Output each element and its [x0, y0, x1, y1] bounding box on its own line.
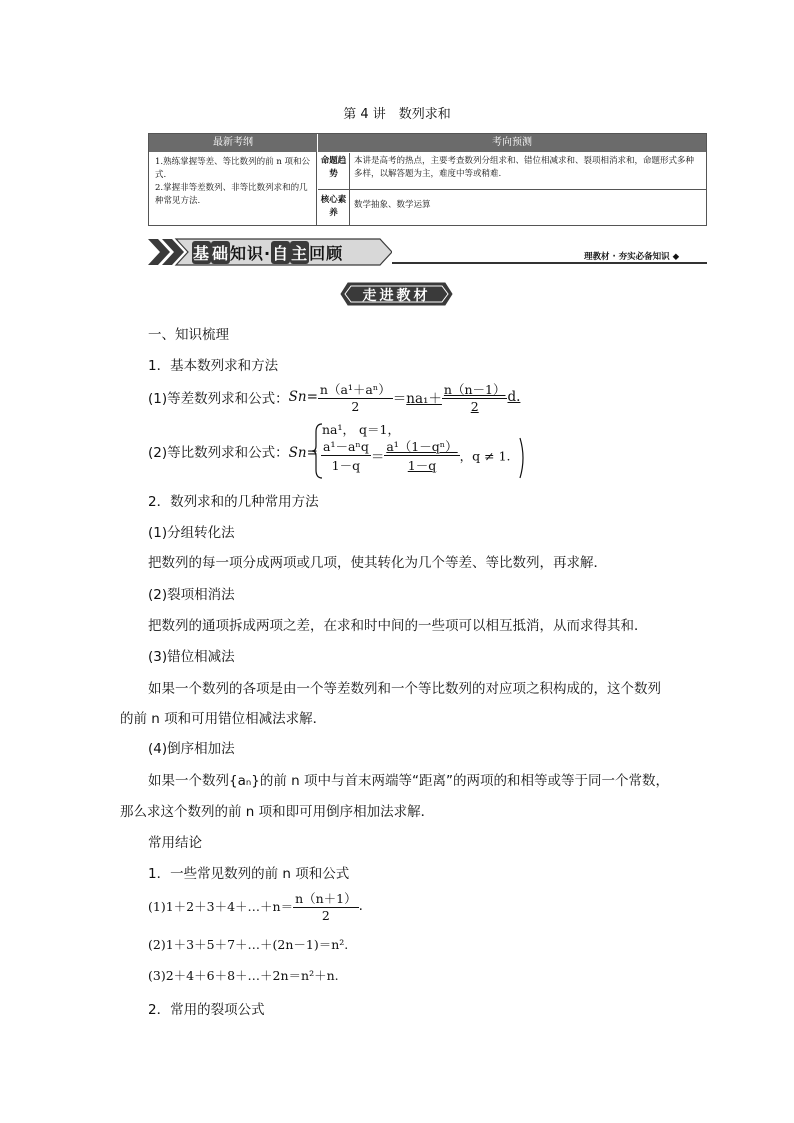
- equals-sign: ＝: [392, 391, 407, 407]
- table-divider: [318, 189, 706, 190]
- literacy-label: 核心素养: [318, 190, 350, 225]
- arithmetic-label: (1)等差数列求和公式：: [148, 391, 289, 407]
- conclusion-1-2: (2)1＋3＋5＋7＋…＋(2n－1)＝n².: [148, 937, 349, 952]
- method-4-text-line2: 那么求这个数列的前 n 项和即可用倒序相加法求解．: [120, 804, 435, 820]
- banner-char: 基: [192, 241, 211, 264]
- heading-common-methods: 2．数列求和的几种常用方法: [148, 494, 319, 510]
- banner-rule: [392, 262, 707, 264]
- trend-label: 命题趋势: [318, 153, 350, 189]
- banner-char: 础: [211, 241, 230, 264]
- outline-table: [148, 133, 707, 226]
- fraction-numerator: a¹－aⁿq: [323, 439, 369, 454]
- banner-char: ·: [264, 244, 272, 263]
- banner-right-label: 理教材 · 夯实必备知识: [584, 252, 670, 262]
- fraction-denominator: 1－q: [384, 455, 459, 474]
- method-2-title: (2)裂项相消法: [148, 587, 235, 603]
- outline-item: 2.掌握非等差数列、非等比数列求和的几种常见方法.: [155, 183, 308, 206]
- right-paren-icon: [518, 436, 528, 480]
- arithmetic-fraction-2: [442, 380, 508, 414]
- geometric-condition: ，q ≠ 1.: [459, 448, 511, 464]
- conclusion-1-title: 1．一些常见数列的前 n 项和公式: [148, 866, 350, 882]
- method-2-text: 把数列的通项拆成两项之差，在求和时中间的一些项可以相互抵消，从而求得其和．: [148, 618, 648, 634]
- sum-formula-fraction: [293, 889, 359, 923]
- arithmetic-middle: na₁＋: [406, 391, 442, 407]
- method-3-title: (3)错位相减法: [148, 649, 235, 665]
- fraction-denominator: 2: [293, 907, 359, 923]
- arithmetic-formula: [148, 380, 520, 414]
- conclusion-1-1: (1)1＋2＋3＋4＋…＋n＝ $\frac{n(n+1)}{2}$ .: [148, 891, 363, 923]
- geometric-label-line: [148, 441, 318, 461]
- banner-char: 知识: [230, 244, 265, 263]
- geometric-case-1: na¹， q＝1，: [322, 422, 400, 437]
- table-header-forecast: 考向预测: [318, 134, 706, 152]
- banner-title: [192, 241, 343, 264]
- geometric-lhs: Sn=: [288, 445, 318, 461]
- heading-knowledge: 一、知识梳理: [148, 327, 229, 343]
- fraction-denominator: 2: [442, 398, 508, 414]
- geometric-label: (2)等比数列求和公式：: [148, 445, 289, 461]
- table-header-outline: 最新考纲: [149, 134, 318, 152]
- banner-char: 回顾: [309, 244, 344, 263]
- diamond-icon: ◆: [672, 252, 680, 262]
- method-3-text-line2: 的前 n 项和可用错位相减法求解．: [120, 711, 327, 727]
- heading-basic-methods: 1．基本数列求和方法: [148, 358, 279, 374]
- geometric-fraction-1: [321, 437, 371, 474]
- fraction-denominator: 1－q: [321, 455, 371, 474]
- method-4-title: (4)倒序相加法: [148, 741, 235, 757]
- outline-list: [149, 152, 317, 225]
- heading-conclusions: 常用结论: [148, 835, 202, 851]
- fraction-numerator: n（n＋1）: [295, 891, 357, 906]
- banner-char: 主: [290, 241, 309, 264]
- conclusion-2-title: 2．常用的裂项公式: [148, 1002, 265, 1018]
- geometric-fraction-2: [384, 437, 459, 474]
- banner-right-text: [584, 250, 679, 262]
- geometric-case-2: [321, 437, 511, 474]
- method-1-text: 把数列的每一项分成两项或几项，使其转化为几个等差、等比数列，再求解．: [148, 555, 607, 571]
- fraction-denominator: 2: [318, 398, 393, 414]
- arithmetic-fraction-1: [318, 380, 393, 414]
- conclusion-1-3: (3)2＋4＋6＋8＋…＋2n＝n²＋n.: [148, 968, 339, 983]
- fraction-numerator: n（a¹＋aⁿ）: [319, 382, 391, 397]
- page-title: 第 4 讲 数列求和: [343, 107, 451, 122]
- method-1-title: (1)分组转化法: [148, 525, 235, 541]
- equals-sign: ＝: [370, 449, 385, 466]
- section-banner: [148, 237, 392, 267]
- method-4-text-line1: 如果一个数列{aₙ}的前 n 项中与首末两端等“距离”的两项的和相等或等于同一个常数，: [148, 773, 669, 789]
- banner-char: 自: [271, 241, 290, 264]
- fraction-numerator: a¹（1－qⁿ）: [386, 439, 458, 454]
- sub-banner: [340, 282, 453, 306]
- literacy-text: 数学抽象、数学运算: [354, 200, 431, 210]
- trend-text: 本讲是高考的热点，主要考查数列分组求和、错位相减求和、裂项相消求和，命题形式多种多样，以解答题为主，难度中等或稍难.: [354, 156, 695, 179]
- sum-formula-lhs: (1)1＋2＋3＋4＋…＋n＝: [148, 899, 294, 914]
- method-3-text-line1: 如果一个数列的各项是由一个等差数列和一个等比数列的对应项之积构成的，这个数列: [148, 681, 661, 697]
- arithmetic-end: d.: [507, 389, 521, 405]
- outline-item: 1.熟练掌握等差、等比数列的前 n 项和公式.: [155, 157, 310, 180]
- arithmetic-lhs: Sn=: [288, 389, 318, 405]
- fraction-numerator: n（n－1）: [443, 382, 506, 397]
- sub-banner-title: 走进教材: [362, 288, 431, 304]
